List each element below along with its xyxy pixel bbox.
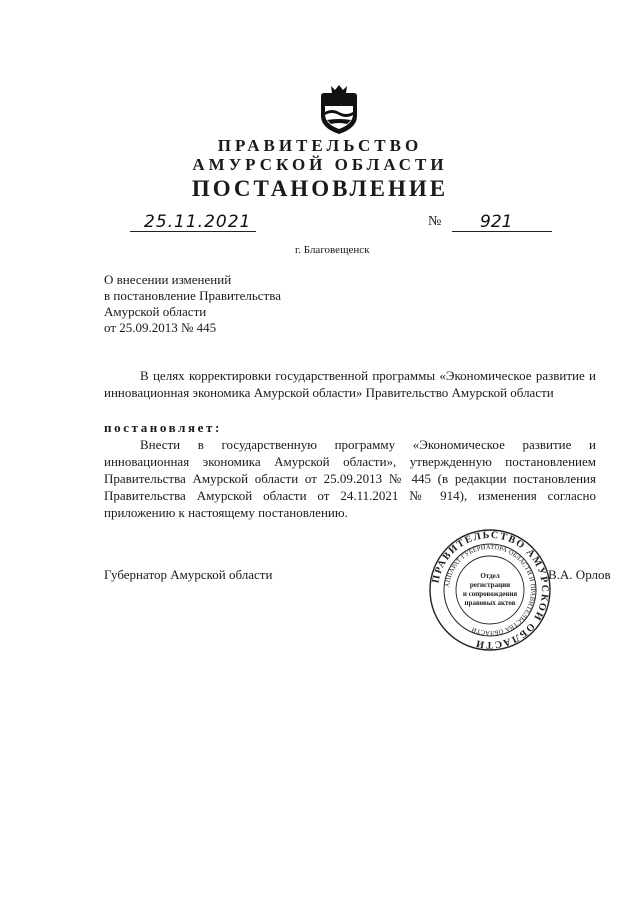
org-title-line2: АМУРСКОЙ ОБЛАСТИ: [192, 155, 448, 174]
stamp-inner-line: и сопровождения: [462, 590, 518, 598]
subject-line: от 25.09.2013 № 445: [104, 320, 217, 335]
resolves-word: постановляет:: [104, 420, 222, 435]
subject-line: Амурской области: [104, 304, 207, 319]
subject-line: О внесении изменений: [104, 272, 232, 287]
number-label: №: [428, 214, 442, 229]
org-title-line1: ПРАВИТЕЛЬСТВО: [217, 136, 423, 155]
document-type-title: ПОСТАНОВЛЕНИЕ: [191, 176, 449, 201]
date-underline: [130, 231, 256, 232]
stamp-inner-line: регистрации: [469, 581, 511, 589]
signatory-name: В.А. Орлов: [548, 567, 611, 582]
preamble-paragraph: В целях корректировки государственной программы «Экономическое развитие и инновационная экономика Амурской области» Правительство Амурской области: [104, 368, 596, 400]
handwritten-date: 25.11.2021: [144, 212, 252, 232]
stamp-outer-text: ПРАВИТЕЛЬСТВО АМУРСКОЙ ОБЛАСТИ: [430, 529, 551, 651]
number-underline: [452, 231, 552, 232]
city-line: г. Благовещенск: [295, 244, 370, 256]
stamp-inner-line: правовых актов: [464, 599, 516, 607]
subject-line: в постановление Правительства: [104, 288, 281, 303]
stamp-middle-text: АППАРАТ ГУБЕРНАТОРА ОБЛАСТИ И ПРАВИТЕЛЬСТВА ОБЛАСТИ: [444, 543, 537, 637]
stamp-inner-line: Отдел: [480, 572, 500, 580]
decision-paragraph: Внести в государственную программу «Экономическое развитие и инновационная экономика Амурской области», утвержденную постановлением Правительства Амурской области от 25.09.2013 № 445 (в редакции постановления Правительства Амурской области от 24.11.2021 № 914), изменения согласно приложению к настоящему постановлению.: [104, 437, 596, 520]
coat-of-arms-emblem: [317, 84, 361, 136]
signatory-position: Губернатор Амурской области: [104, 567, 273, 582]
official-stamp: [428, 528, 552, 652]
handwritten-number: 921: [480, 212, 513, 232]
